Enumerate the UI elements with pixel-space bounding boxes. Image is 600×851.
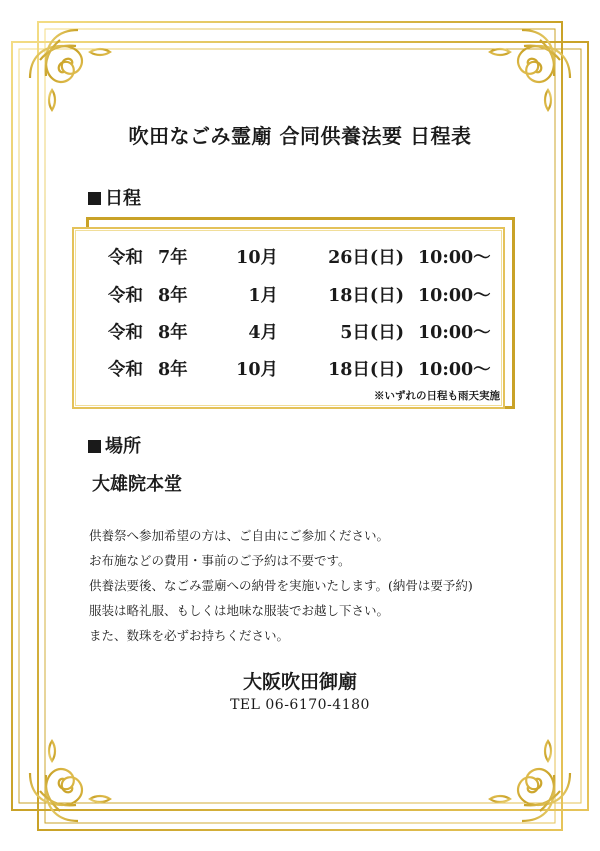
schedule-heading-label: 日程 — [105, 188, 141, 209]
schedule-month: 10月 — [236, 248, 278, 268]
schedule-era: 令和 — [108, 286, 143, 306]
schedule-month: 1月 — [248, 286, 278, 306]
venue-name: 大雄院本堂 — [92, 474, 182, 495]
schedule-time: 10:00～ — [418, 323, 491, 343]
venue-heading — [88, 432, 141, 458]
info-line: また、数珠を必ずお持ちください。 — [89, 628, 290, 643]
square-bullet-icon — [88, 192, 101, 205]
venue-heading-label: 場所 — [105, 436, 141, 457]
schedule-year: 8年 — [158, 360, 188, 380]
schedule-year: 8年 — [158, 323, 188, 343]
schedule-row — [0, 356, 600, 382]
info-line: 服装は略礼服、もしくは地味な服装でお越し下さい。 — [89, 603, 390, 618]
page-title: 吹田なごみ霊廟 合同供養法要 日程表 — [128, 124, 472, 148]
schedule-row — [0, 244, 600, 270]
info-line: お布施などの費用・事前のご予約は不要です。 — [89, 553, 351, 568]
schedule-month: 10月 — [236, 360, 278, 380]
schedule-time: 10:00～ — [418, 248, 491, 268]
schedule-era: 令和 — [108, 248, 143, 268]
schedule-day: 5日(日) — [340, 323, 404, 343]
schedule-row — [0, 282, 600, 308]
schedule-time: 10:00～ — [418, 286, 491, 306]
schedule-heading — [88, 184, 141, 210]
info-line: 供養祭へ参加希望の方は、ご自由にご参加ください。 — [89, 528, 390, 543]
schedule-era: 令和 — [108, 360, 143, 380]
schedule-day: 18日(日) — [328, 360, 404, 380]
organizer-name: 大阪吹田御廟 — [242, 671, 357, 693]
square-bullet-icon — [88, 440, 101, 453]
schedule-year: 7年 — [158, 248, 188, 268]
schedule-era: 令和 — [108, 323, 143, 343]
schedule-note: ※いずれの日程も雨天実施 — [374, 390, 500, 402]
schedule-year: 8年 — [158, 286, 188, 306]
schedule-time: 10:00～ — [418, 360, 491, 380]
info-line: 供養法要後、なごみ霊廟への納骨を実施いたします。(納骨は要予約) — [89, 578, 473, 593]
schedule-day: 18日(日) — [328, 286, 404, 306]
phone-number: TEL 06-6170-4180 — [230, 697, 370, 713]
schedule-month: 4月 — [248, 323, 278, 343]
schedule-day: 26日(日) — [328, 248, 404, 268]
schedule-row — [0, 319, 600, 345]
